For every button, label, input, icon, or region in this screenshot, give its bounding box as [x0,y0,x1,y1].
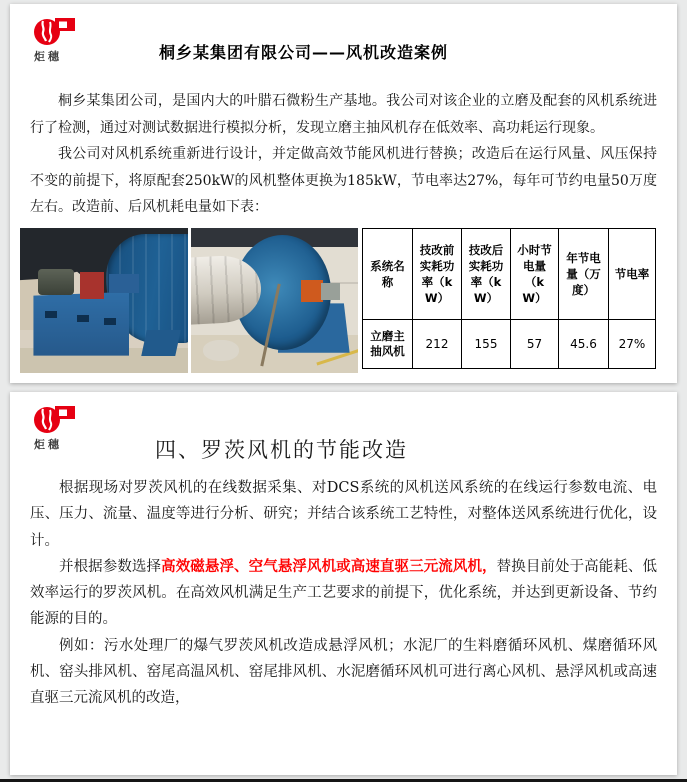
cell-yearly-saving: 45.6 [559,320,609,369]
page2-paragraph-2 [30,554,657,633]
col-header-hourly-saving: 小时节电量（kW） [511,229,559,320]
coupling-shape [80,272,104,300]
para2-suffix: 替换目前处于高能耗、低效率运行的罗茨风机。在高效风机满足生产工艺要求的前提下，优化系统，并达到更新设备、节约能源的目的。 [30,558,658,628]
document-page-2 [10,392,677,775]
page2-paragraph-3: 例如：污水处理厂的爆气罗茨风机改造成悬浮风机；水泥厂的生料磨循环风机、煤磨循环风机、窑头排风机、窑尾高温风机、窑尾排风机、水泥磨循环风机可进行离心风机、悬浮风机或高速直驱三元流风机的改造， [30,637,657,707]
page1-paragraph-2: 我公司对风机系统重新进行设计，并定做高效节能风机进行替换；改造后在运行风量、风压保持不变的前提下，将原配套250kW的风机整体更换为185kW，节电率达27%，每年可节约电量50万度左右。改造前、后风机耗电量如下表： [30,146,657,216]
cell-system-name: 立磨主抽风机 [363,320,413,369]
col-header-power-after: 技改后实耗功率（kW） [462,229,511,320]
pedestal-vent [45,311,57,318]
col-header-power-before: 技改前实耗功率（kW） [413,229,462,320]
col-header-system: 系统名称 [363,229,413,320]
col-header-yearly-saving: 年节电量（万度） [559,229,609,320]
para2-prefix: 并根据参数选择 [59,558,162,575]
photo-fan-right [191,228,358,373]
motor-orange-shape [301,280,323,302]
cell-hourly-saving: 57 [511,320,559,369]
photo-fan-left [20,228,188,373]
page2-body [30,475,657,712]
para2-highlighted-text: 高效磁悬浮、空气悬浮风机或高速直驱三元流风机， [161,557,497,575]
page1-paragraph-1: 桐乡某集团公司，是国内大的叶腊石微粉生产基地。我公司对该企业的立磨及配套的风机系统进行了检测，通过对测试数据进行模拟分析，发现立磨主抽风机存在低效率、高功耗运行现象。 [30,93,657,136]
page1-body [30,88,657,221]
torch-logo-icon [32,400,78,438]
logo-text: 炬穗 [34,438,62,451]
energy-saving-table [362,228,656,369]
cell-power-after: 155 [462,320,511,369]
table-header-row [363,229,656,320]
document-page-1 [10,4,677,383]
table-row [363,320,656,369]
pedestal-vent [104,318,116,325]
motor-gray-shape [321,283,339,300]
logo-text: 炬穗 [34,50,62,63]
company-logo [32,400,102,452]
motor-shape [38,269,73,295]
page2-paragraph-1: 根据现场对罗茨风机的在线数据采集、对DCS系统的风机送风系统的在线运行参数电流、电压、压力、流量、温度等进行分析、研究；并结合该系统工艺特性，对整体送风系统进行优化，设计。 [30,480,657,549]
bearing-box-shape [109,274,139,293]
cell-power-before: 212 [413,320,462,369]
col-header-saving-rate: 节电率 [609,229,656,320]
fan-foot-shape [142,330,181,356]
page2-section-title: 四、罗茨风机的节能改造 [155,438,408,462]
page1-title: 桐乡某集团有限公司——风机改造案例 [158,43,448,62]
cell-saving-rate: 27% [609,320,656,369]
floor-debris-shape [203,340,240,362]
pedestal-vent [77,315,89,322]
